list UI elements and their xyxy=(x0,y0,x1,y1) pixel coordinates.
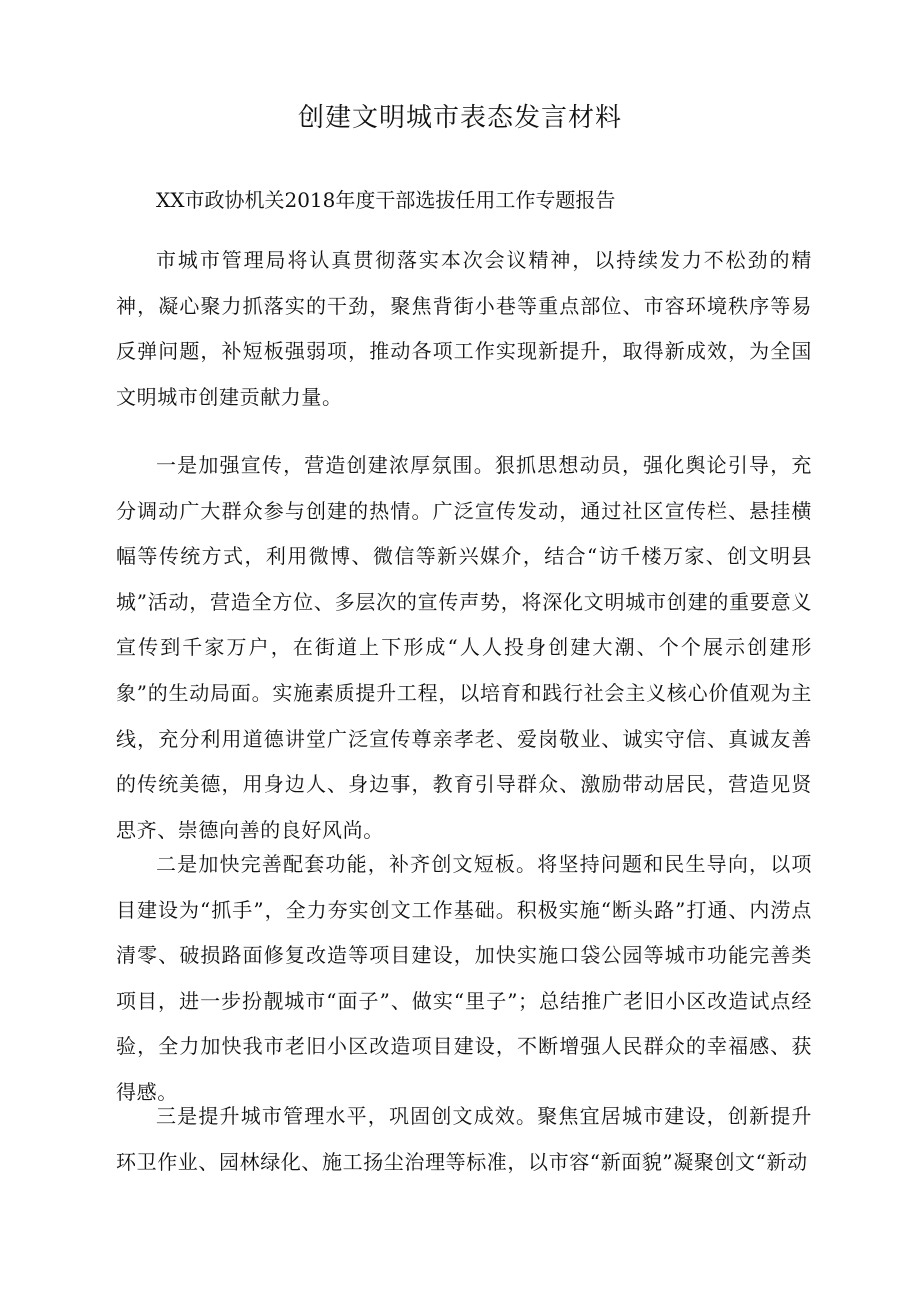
paragraph-facilities: 二是加快完善配套功能，补齐创文短板。将坚持问题和民生导向，以项目建设为“抓手”，全力夯实创文工作基础。积极实施“断头路”打通、内涝点清零、破损路面修复改造等项目建设，加快实施口袋公园等城市功能完善类项目，进一步扮靓城市“面子”、做实“里子”；总结推广老旧小区改造试点经验，全力加快我市老旧小区改造项目建设，不断增强人民群众的幸福感、获得感。 xyxy=(116,852,812,1104)
document-title: 创建文明城市表态发言材料 xyxy=(297,103,622,133)
document-subtitle: XX市政协机关2018年度干部选拔任用工作专题报告 xyxy=(156,188,616,212)
paragraph-intro: 市城市管理局将认真贯彻落实本次会议精神，以持续发力不松劲的精神，凝心聚力抓落实的干劲，聚焦背街小巷等重点部位、市容环境秩序等易反弹问题，补短板强弱项，推动各项工作实现新提升，取得新成效，为全国文明城市创建贡献力量。 xyxy=(116,248,812,409)
paragraph-publicity: 一是加强宣传，营造创建浓厚氛围。狠抓思想动员，强化舆论引导，充分调动广大群众参与创建的热情。广泛宣传发动，通过社区宣传栏、悬挂横幅等传统方式，利用微博、微信等新兴媒介，结合“访千楼万家、创文明县城”活动，营造全方位、多层次的宣传声势，将深化文明城市创建的重要意义宣传到千家万户，在街道上下形成“人人投身创建大潮、个个展示创建形象”的生动局面。实施素质提升工程，以培育和践行社会主义核心价值观为主线，充分利用道德讲堂广泛宣传尊亲孝老、爱岗敬业、诚实守信、真诚友善的传统美德，用身边人、身边事，教育引导群众、激励带动居民，营造见贤思齐、崇德向善的良好风尚。 xyxy=(116,453,812,842)
paragraph-management: 三是提升城市管理水平，巩固创文成效。聚焦宜居城市建设，创新提升环卫作业、园林绿化、施工扬尘治理等标准，以市容“新面貌”凝聚创文“新动 xyxy=(116,1104,812,1174)
